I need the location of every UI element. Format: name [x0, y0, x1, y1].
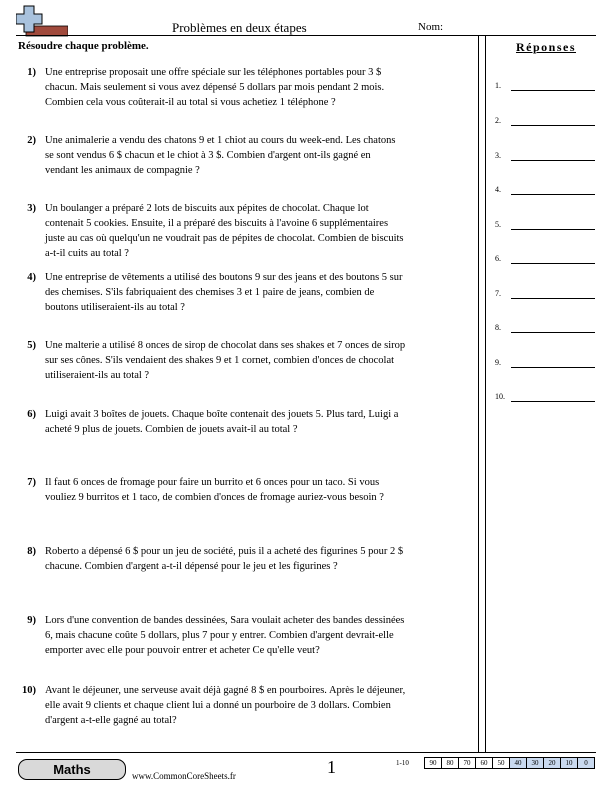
problem-9: [16, 613, 406, 658]
problem-4: [16, 270, 406, 315]
answer-label: 8.: [495, 323, 501, 332]
answer-label: 3.: [495, 151, 501, 160]
problem-number: 8): [27, 546, 36, 557]
score-table: [396, 757, 595, 769]
problem-2: [16, 133, 406, 178]
answer-slot-3[interactable]: [495, 147, 595, 161]
answer-line[interactable]: [511, 194, 595, 195]
answer-label: 5.: [495, 220, 501, 229]
score-cell: 80: [442, 758, 459, 769]
header-divider: [16, 35, 596, 36]
problem-number: 2): [27, 135, 36, 146]
score-cell: 30: [527, 758, 544, 769]
problem-number: 3): [27, 203, 36, 214]
score-cell: 0: [578, 758, 595, 769]
answer-label: 6.: [495, 254, 501, 263]
answer-label: 4.: [495, 185, 501, 194]
problem-number: 5): [27, 340, 36, 351]
problem-text: Une entreprise de vêtements a utilisé des boutons 9 sur des jeans et des boutons 5 sur des chemises. S'ils fabriquaient des chemises 3 et 1 paire de jeans, combien de boutons utiliseraient-ils au total ?: [45, 272, 403, 313]
problem-text: Une malterie a utilisé 8 onces de sirop de chocolat dans ses shakes et 7 onces de sirop sur ses cônes. S'ils vendaient des shakes 9 et 1 cornet, combien d'onces de chocolat utiliseraient-ils au total ?: [45, 340, 406, 381]
instructions: Résoudre chaque problème.: [18, 40, 149, 52]
name-label: Nom:: [418, 21, 444, 33]
answer-line[interactable]: [511, 125, 595, 126]
answer-line[interactable]: [511, 367, 595, 368]
score-cell: 70: [459, 758, 476, 769]
answer-line[interactable]: [511, 90, 595, 91]
problem-6: [16, 407, 406, 437]
answer-slot-6[interactable]: [495, 250, 595, 264]
answer-slot-10[interactable]: [495, 388, 595, 402]
column-divider: [478, 35, 479, 752]
column-divider: [485, 35, 486, 752]
answer-label: 9.: [495, 358, 501, 367]
answer-slot-9[interactable]: [495, 354, 595, 368]
answer-slot-4[interactable]: [495, 181, 595, 195]
subject-badge: Maths: [18, 759, 126, 780]
problem-text: Une animalerie a vendu des chatons 9 et 1 chiot au cours du week-end. Les chatons se sont vendus 6 $ chacun et le chiot à 3 $. Combien d'argent ont-ils gagné en vendant les animaux de compagnie ?: [45, 135, 396, 176]
problem-text: Luigi avait 3 boîtes de jouets. Chaque boîte contenait des jouets 5. Plus tard, Luigi a acheté 9 plus de jouets. Combien de jouets avait-il au total ?: [45, 409, 399, 435]
score-cell: 10: [561, 758, 578, 769]
page-title: Problèmes en deux étapes: [172, 20, 307, 35]
problem-number: 6): [27, 409, 36, 420]
problem-number: 10): [22, 685, 36, 696]
problem-text: Une entreprise proposait une offre spéciale sur les téléphones portables pour 3 $ chacun. Mais seulement si vous avez dépensé 5 dollars par mois pendant 2 mois. Combien cela vous coûterait-il au total si vous achetiez 1 téléphone ?: [45, 67, 385, 108]
commoncoresheets-logo: [16, 4, 68, 38]
score-cell: 20: [544, 758, 561, 769]
answer-label: 2.: [495, 116, 501, 125]
answers-title: Réponses: [515, 40, 576, 54]
problem-text: Il faut 6 onces de fromage pour faire un burrito et 6 onces pour un taco. Si vous vouliez 9 burritos et 1 taco, de combien d'onces de fromage auriez-vous besoin ?: [45, 477, 384, 503]
answer-slot-2[interactable]: [495, 112, 595, 126]
problem-number: 1): [27, 67, 36, 78]
problem-10: [16, 683, 406, 728]
answer-slot-8[interactable]: [495, 319, 595, 333]
answer-line[interactable]: [511, 229, 595, 230]
problem-1: [16, 65, 406, 110]
problem-number: 9): [27, 615, 36, 626]
answer-label: 7.: [495, 289, 501, 298]
answer-slot-1[interactable]: [495, 77, 595, 91]
problem-7: [16, 475, 406, 505]
answer-label: 1.: [495, 81, 501, 90]
score-range: 1-10: [396, 759, 409, 767]
score-cell: 90: [425, 758, 442, 769]
score-cell: 60: [476, 758, 493, 769]
footer-divider: [16, 752, 596, 753]
problem-3: [16, 201, 406, 261]
answer-line[interactable]: [511, 332, 595, 333]
answer-line[interactable]: [511, 263, 595, 264]
problem-5: [16, 338, 406, 383]
problem-text: Un boulanger a préparé 2 lots de biscuits aux pépites de chocolat. Chaque lot contenait 5 cookies. Ensuite, il a préparé des biscuits à l'avoine 6 supplémentaires juste au cas où quelqu'un ne voudrait pas de pépites de chocolat. Combien de biscuits a-t-il cuits au total ?: [45, 203, 404, 259]
website-link[interactable]: www.CommonCoreSheets.fr: [132, 771, 236, 781]
problem-text: Lors d'une convention de bandes dessinées, Sara voulait acheter des bandes dessinées 6, mais chacune coûte 5 dollars, plus 7 pour y entrer. Combien d'argent devrait-elle emporter avec elle pour pouvoir entrer et acheter Ce qu'elle veut?: [45, 615, 405, 656]
problem-number: 7): [27, 477, 36, 488]
answer-slot-5[interactable]: [495, 216, 595, 230]
problem-number: 4): [27, 272, 36, 283]
problem-text: Roberto a dépensé 6 $ pour un jeu de société, puis il a acheté des figurines 5 pour 2 $ chacune. Combien d'argent a-t-il dépensé pour le jeu et les figurines ?: [45, 546, 404, 572]
problem-8: [16, 544, 406, 574]
page-number: 1: [327, 757, 336, 777]
answer-line[interactable]: [511, 401, 595, 402]
score-row: [396, 758, 595, 769]
score-cell: 40: [510, 758, 527, 769]
score-cell: 50: [493, 758, 510, 769]
answer-line[interactable]: [511, 298, 595, 299]
answer-line[interactable]: [511, 160, 595, 161]
problem-text: Avant le déjeuner, une serveuse avait déjà gagné 8 $ en pourboires. Après le déjeuner, elle avait 9 clients et chaque client lui a donné un pourboire de 3 dollars. Combien d'argent a-t-elle gagné au total?: [45, 685, 406, 726]
answer-slot-7[interactable]: [495, 285, 595, 299]
answer-label: 10.: [495, 392, 505, 401]
